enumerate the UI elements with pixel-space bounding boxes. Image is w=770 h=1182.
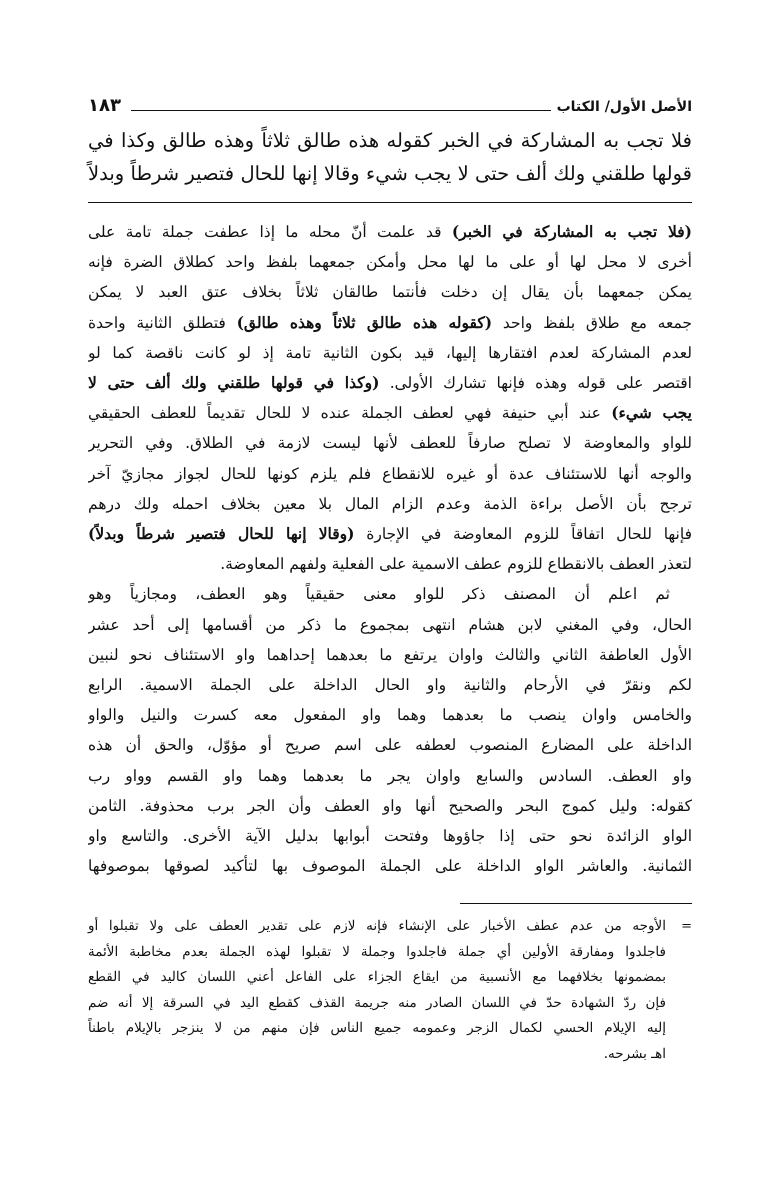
footnote-line	[88, 1016, 692, 1042]
commentary-line	[88, 700, 692, 730]
commentary-segment: فتطلق الثانية واحدة	[88, 313, 237, 332]
matn-line: قولها طلقني ولك ألف حتى لا يجب شيء وقالا إنها للحال فتصير شرطاً وبدلاً	[88, 162, 692, 185]
commentary-line	[88, 247, 692, 277]
commentary-line	[88, 308, 692, 338]
commentary-segment: واو العطف. السادس والسابع واوان يجر ما بعدهما وهما واو القسم وواو رب	[88, 766, 692, 785]
quoted-matn: يجب شيء)	[611, 403, 692, 423]
commentary-segment: ثم اعلم أن المصنف ذكر للواو معنى حقيقياً وهو العطف، ومجازياً وهو	[88, 585, 670, 604]
commentary-line	[88, 730, 692, 760]
commentary-segment: أخرى لا محل لها أو على ما لها محل وأمكن جمعهما بلفظ واحد كطلاق الضرة فإنه	[88, 253, 692, 272]
quoted-matn: (كقوله هذه طالق ثلاثاً وهذه طالق)	[236, 312, 493, 332]
quoted-matn: (وكذا في قولها طلقني ولك ألف حتى لا	[88, 373, 380, 393]
commentary-segment: كقوله: وليل كموج البحر والصحيح أنها واو العطف وأن الجر برب محذوفة. الثامن	[88, 796, 692, 815]
commentary-line	[88, 519, 692, 549]
commentary-segment: ترجح بأن الأصل براءة الذمة وعدم الزام المال بلا معين بخلاف احمله ولك درهم	[88, 494, 692, 513]
footnote-text: اهـ بشرحه.	[603, 1045, 666, 1062]
footnote-text: بمضمونها بخلافهما مع الأنسبية من ايقاع الجزاء على الفاعل أعني اللسان كاليد في القطع	[88, 969, 666, 986]
running-header	[88, 92, 692, 116]
commentary-segment: لعدم المشاركة لعدم افتقارها إليها، قيد بكون الثانية تامة إذ لو كانت ناقصة كما لو	[88, 343, 692, 362]
commentary-segment: الداخلة على المضارع المنصوب لعطفه على اسم صريح أو مؤوّل، والحق أن هذه	[88, 736, 692, 755]
matn-divider	[88, 202, 692, 203]
footnote-line	[88, 991, 692, 1017]
commentary-line	[88, 851, 692, 881]
commentary-segment: الأول العاطفة الثاني والثالث واوان يرتفع ما بعدهما إحداهما واو الاستئناف نحو لنبين	[88, 645, 692, 664]
footnote-text: الأوجه من عدم عطف الأخبار على الإنشاء فإنه لازم على تقدير العطف على ولا تقبلوا أو	[88, 918, 666, 935]
commentary-line	[88, 791, 692, 821]
commentary-line	[88, 398, 692, 428]
footnote-line	[88, 940, 692, 966]
commentary-line	[88, 217, 692, 247]
commentary-line	[88, 428, 692, 458]
footnotes	[88, 914, 692, 1067]
commentary-segment: اقتصر على قوله وهذه فإنها تشارك الأولى.	[379, 374, 692, 393]
footnote-text: فاجلدوا ومفارقة الأولين أي جملة فاجلدوا وجملة لا تقبلوا لهذه الجملة بعدم مخاطبة الأئمة	[88, 943, 666, 960]
commentary-segment: عند أبي حنيفة فهي لعطف الجملة عنده لا للحال تقديماً للعطف الحقيقي	[88, 404, 612, 423]
footnote-divider	[460, 903, 692, 904]
footnote-line	[88, 965, 692, 991]
commentary-segment: لتعذر العطف بالانقطاع للزوم عطف الاسمية على الفعلية ولفهم المعاوضة.	[220, 555, 692, 574]
commentary-line	[88, 579, 692, 609]
commentary-segment: للواو والمعاوضة لا تصلح صارفاً للعطف لأنها ليست لازمة في الطلاق. وفي التحرير	[88, 434, 692, 453]
commentary-segment: والخامس واوان ينصب ما بعدهما وهما واو المفعول معه كسرت والنيل والواو	[88, 706, 692, 725]
header-rule	[131, 110, 551, 111]
commentary-text	[88, 217, 692, 881]
commentary-line	[88, 489, 692, 519]
matn-line: فلا تجب به المشاركة في الخبر كقوله هذه طالق ثلاثاً وهذه طالق وكذا في	[88, 129, 692, 152]
running-title: الأصل الأول/ الكتاب	[556, 99, 692, 115]
quoted-matn: (وقالا إنها للحال فتصير شرطاً وبدلاً)	[88, 524, 355, 544]
quoted-matn: (فلا تجب به المشاركة في الخبر)	[451, 222, 692, 241]
commentary-line	[88, 761, 692, 791]
commentary-segment: فإنها للحال اتفاقاً للزوم المعاوضة في الإجارة	[354, 525, 692, 544]
matn-text	[88, 124, 692, 190]
commentary-line	[88, 277, 692, 307]
footnote-line	[88, 1042, 692, 1068]
book-page	[88, 92, 692, 1067]
commentary-segment: قد علمت أنّ محله ما إذا عطفت جملة تامة على	[88, 223, 452, 241]
commentary-line	[88, 821, 692, 851]
commentary-segment: يمكن جمعهما بأن يقال إن دخلت فأنتما طالقان ثلاثاً بخلاف عتق العبد لا يمكن	[88, 283, 692, 302]
footnote-text: إليه الإيلام الحسي لكمال الزجر وعمومه جميع الناس فإن منهم من لا ينزجر بالإيلام باطناً	[88, 1020, 666, 1037]
commentary-segment: والوجه أنها للاستئناف عدة أو غيره للانقطاع فلم يلزم كونها للحال لجواز مجازيّ آخر	[88, 464, 692, 483]
page-number: ١٨٣	[88, 95, 121, 116]
commentary-segment: لكم ونقرّ في الأرحام والثانية واو الحال الداخلة على الجملة الاسمية. الرابع	[88, 676, 692, 695]
footnote-text: فإن ردّ الشهادة حدّ في اللسان الصادر منه جريمة القذف كقطع اليد في السرقة إلا أنه ضم	[88, 994, 666, 1011]
commentary-segment: جمعه مع طلاق بلفظ واحد	[492, 313, 692, 332]
commentary-line	[88, 640, 692, 670]
commentary-segment: الواو الزائدة نحو حتى إذا جاؤوها وفتحت أبوابها بدليل الآية الأخرى. والتاسع واو	[88, 827, 692, 846]
commentary-segment: الثمانية. والعاشر الواو الداخلة على الجملة الموصوف بها لتأكيد لصوقها بموصوفها	[88, 857, 692, 876]
commentary-line	[88, 549, 692, 579]
commentary-line	[88, 338, 692, 368]
commentary-line	[88, 670, 692, 700]
footnote-line	[88, 914, 692, 940]
commentary-line	[88, 610, 692, 640]
continuation-mark: =	[681, 919, 692, 935]
commentary-line	[88, 368, 692, 398]
commentary-segment: الحال، وفي المغني لابن هشام انتهى بمجموع ما ذكر من أقسامها إلى أحد عشر	[88, 615, 692, 634]
commentary-line	[88, 459, 692, 489]
